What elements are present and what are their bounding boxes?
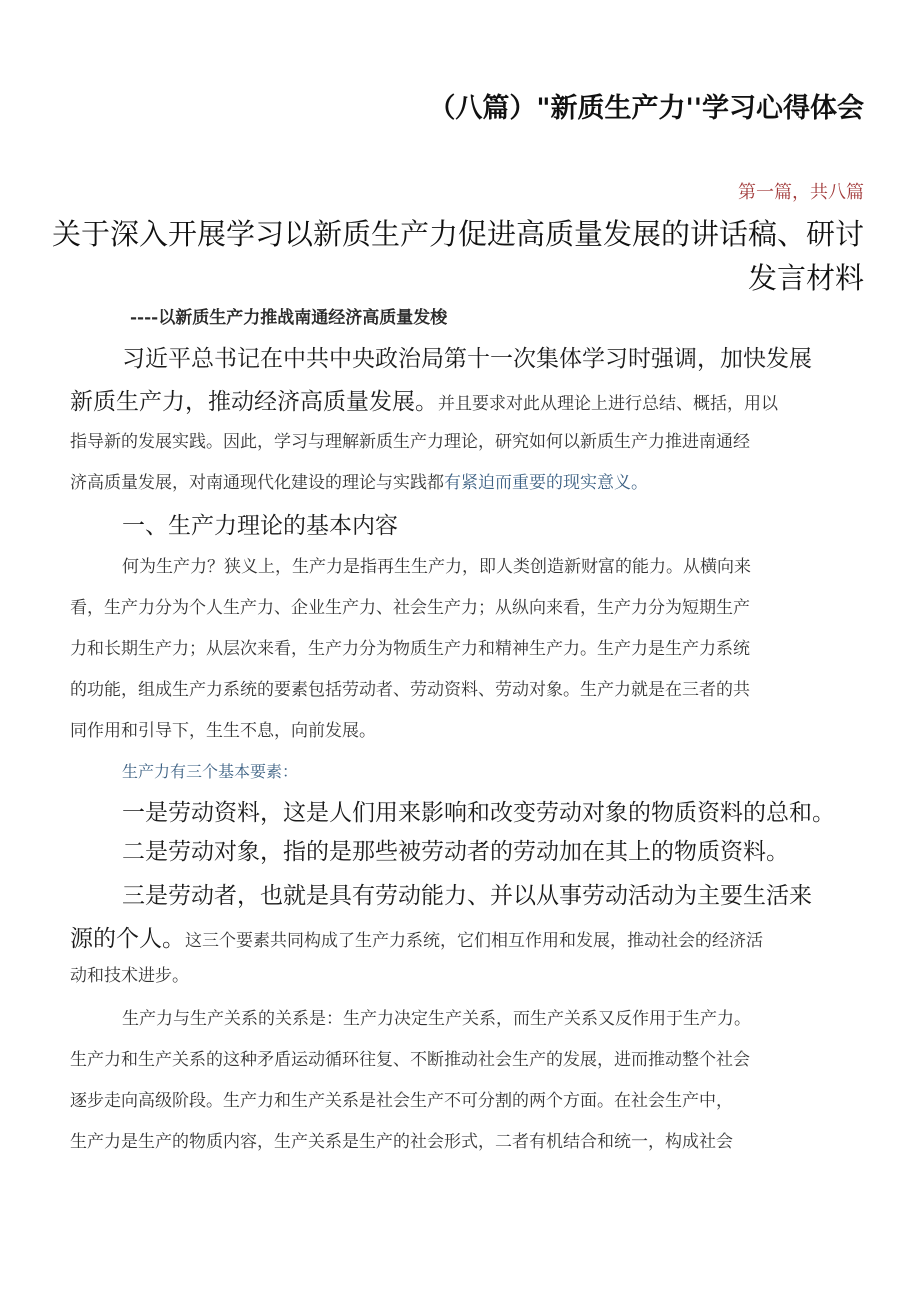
paragraph-1-line-2 (70, 383, 778, 416)
element-3-line-2-rest: 这三个要素共同构成了生产力系统，它们相互作用和发展，推动社会的经济活 (185, 931, 763, 951)
element-2: 二是劳动对象，指的是那些被劳动者的劳动加在其上的物质资料。 (122, 839, 789, 865)
paragraph-1-line-2-emphasis: 新质生产力，推动经济高质量发展。 (70, 389, 438, 415)
paragraph-2-line-5: 同作用和引导下，生生不息，向前发展。 (70, 721, 376, 741)
paragraph-1-line-4-a: 济高质量发展，对南通现代化建设的理论与实践都 (70, 473, 444, 493)
paragraph-1-line-4 (70, 468, 648, 493)
element-3-line-2 (70, 920, 763, 953)
subtitle: ----以新质生产力推战南通经济高质量发梭 (130, 308, 448, 328)
element-3-line-3: 动和技术进步。 (70, 966, 189, 986)
paragraph-1-line-2-rest: 并且要求对此从理论上进行总结、概括，用以 (438, 394, 778, 414)
paragraph-2-line-1: 何为生产力？狭义上，生产力是指再生生产力，即人类创造新财富的能力。从横向来 (122, 557, 751, 577)
paragraph-3-line-3: 逐步走向高级阶段。生产力和生产关系是社会生产不可分割的两个方面。在社会生产中， (70, 1091, 733, 1111)
paragraph-2-line-2: 看，生产力分为个人生产力、企业生产力、社会生产力；从纵向来看，生产力分为短期生产 (70, 598, 750, 618)
speech-title-line-1: 关于深入开展学习以新质生产力促进高质量发展的讲话稿、研讨 (51, 217, 864, 251)
paragraph-1-line-1: 习近平总书记在中共中央政治局第十一次集体学习时强调，加快发展 (122, 346, 812, 372)
paragraph-1-line-4-b: 有紧迫而重要的现实意义。 (444, 473, 648, 493)
speech-title-line-2: 发言材料 (747, 261, 864, 295)
paragraph-2-line-4: 的功能，组成生产力系统的要素包括劳动者、劳动资料、劳动对象。生产力就是在三者的共 (70, 680, 750, 700)
paragraph-2-line-3: 力和长期生产力；从层次来看，生产力分为物质生产力和精神生产力。生产力是生产力系统 (70, 639, 750, 659)
section-heading-1: 一、生产力理论的基本内容 (122, 513, 398, 539)
element-3-line-1: 三是劳动者，也就是具有劳动能力、并以从事劳动活动为主要生活来 (122, 883, 812, 909)
paragraph-3-line-4: 生产力是生产的物质内容，生产关系是生产的社会形式，二者有机结合和统一，构成社会 (70, 1132, 733, 1152)
paragraph-3-line-2: 生产力和生产关系的这种矛盾运动循环往复、不断推动社会生产的发展，进而推动整个社会 (70, 1050, 750, 1070)
paragraph-3-line-1: 生产力与生产关系的关系是：生产力决定生产关系，而生产关系又反作用于生产力。 (122, 1009, 751, 1029)
paragraph-1-line-3: 指导新的发展实践。因此，学习与理解新质生产力理论，研究如何以新质生产力推进南通经 (70, 432, 750, 452)
elements-intro: 生产力有三个基本要素： (122, 762, 299, 781)
part-label: 第一篇，共八篇 (738, 182, 864, 203)
element-3-line-2-emphasis: 源的个人。 (70, 926, 185, 952)
document-title: （八篇）"新质生产力''学习心得体会 (428, 93, 864, 124)
element-1: 一是劳动资料，这是人们用来影响和改变劳动对象的物质资料的总和。 (122, 800, 835, 826)
